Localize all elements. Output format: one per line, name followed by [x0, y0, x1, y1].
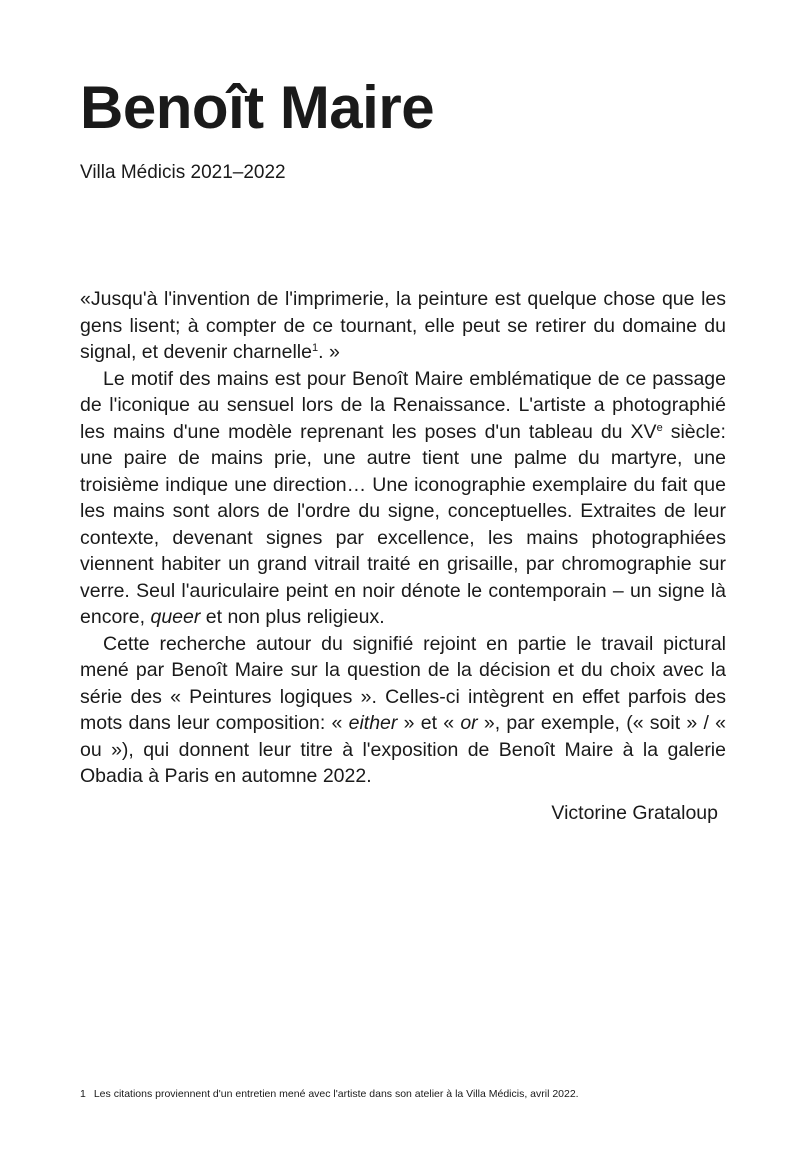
- quote-tail: . »: [318, 341, 340, 363]
- paragraph-text: Cette recherche autour du signifié rejoint en partie le travail pictural mené par Benoît Maire sur la question de la décision et du choix avec la série des « Peintures logiques ». Celles-ci intègrent en effet parfois des mots dans leur composition: «: [80, 632, 726, 734]
- paragraph-text: Le motif des mains est pour Benoît Maire emblématique de ce passage de l'iconique au sensuel lors de la Renaissance. L'artiste a photographié les mains d'une modèle reprenant les poses d'un tableau du XV: [80, 367, 726, 443]
- page-title: Benoît Maire: [80, 74, 435, 141]
- footnote: [80, 1087, 579, 1101]
- emphasis-either: either: [348, 712, 398, 734]
- footnote-reference: 1: [311, 342, 319, 354]
- emphasis-queer: queer: [150, 606, 201, 628]
- paragraph-quote: [80, 286, 726, 366]
- emphasis-or: or: [460, 712, 478, 734]
- paragraph-text: » et «: [397, 712, 461, 734]
- paragraph-text: et non plus religieux.: [200, 606, 385, 628]
- century-superscript: e: [656, 421, 663, 434]
- footnote-text: Les citations proviennent d'un entretien mené avec l'artiste dans son atelier à la Villa Médicis, avril 2022.: [93, 1088, 579, 1100]
- footnote-number: 1: [80, 1088, 86, 1100]
- paragraph-logical-paintings: [80, 631, 726, 790]
- body-text: [80, 286, 726, 790]
- paragraph-text: », par exemple, (« soit » / « ou »), qui donnent leur titre à l'exposition de Benoît Maire à la galerie Obadia à Paris en automne 2022.: [80, 712, 726, 787]
- page-subtitle: Villa Médicis 2021–2022: [80, 162, 286, 183]
- author-signature: Victorine Grataloup: [551, 802, 718, 824]
- quote-text: «Jusqu'à l'invention de l'imprimerie, la peinture est quelque chose que les gens lisent; à compter de ce tournant, elle peut se retirer du domaine du signal, et devenir charnelle: [80, 288, 726, 363]
- paragraph-hands-motif: [80, 366, 726, 631]
- paragraph-text: siècle: une paire de mains prie, une autre tient une palme du martyre, une troisième indique une direction… Une iconographie exemplaire du fait que les mains sont alors de l'ordre du signe, conceptuelles. Extraites de leur contexte, devenant signes par excellence, les mains photographiées viennent habiter un grand vitrail traité en grisaille, par chromographie sur verre. Seul l'auriculaire peint en noir dénote le contemporain – un signe là encore,: [80, 420, 726, 628]
